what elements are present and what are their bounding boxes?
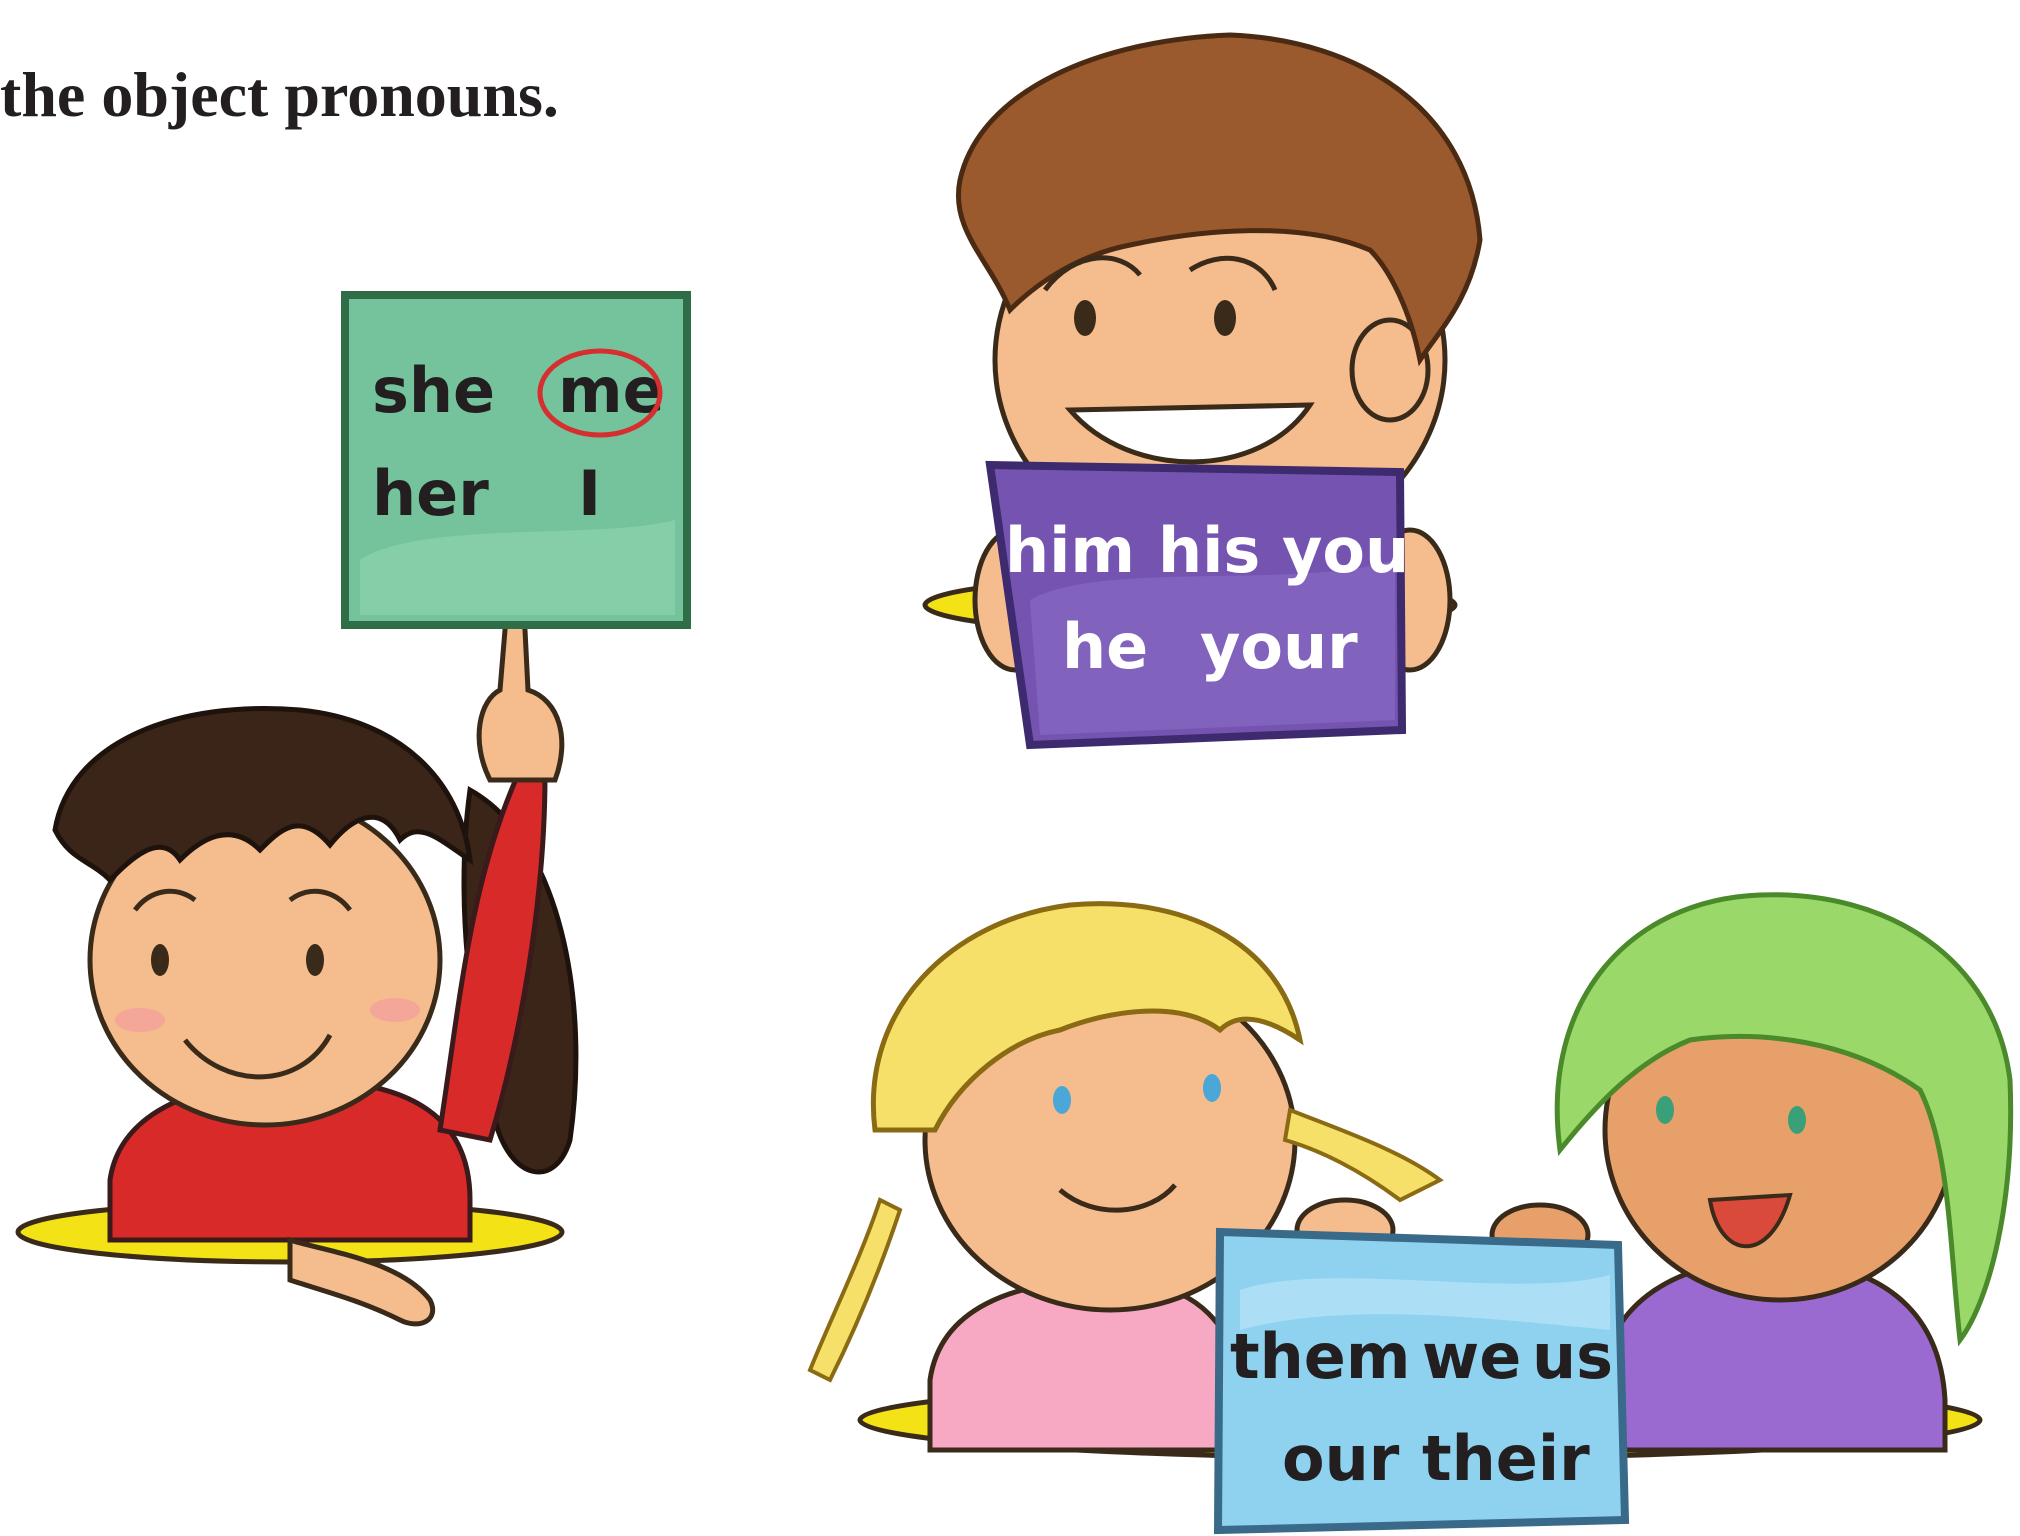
card-word-our: our (1282, 1422, 1400, 1495)
purple-pronoun-card (990, 465, 1409, 745)
instruction-text: the object pronouns. (0, 59, 559, 130)
card-word-you: you (1282, 514, 1410, 587)
card-word-her: her (372, 457, 489, 530)
green-pronoun-card (345, 295, 687, 625)
card-word-he: he (1062, 610, 1149, 683)
card-word-i: I (578, 457, 602, 530)
card-word-him: him (1005, 514, 1135, 587)
card-word-your: your (1200, 610, 1358, 683)
card-word-their: their (1422, 1422, 1590, 1495)
girl-raising-hand (18, 619, 576, 1324)
card-word-his: his (1158, 514, 1261, 587)
card-word-them: them (1230, 1320, 1411, 1393)
card-word-we: we (1422, 1320, 1522, 1393)
card-word-she: she (372, 354, 496, 427)
card-word-us: us (1532, 1320, 1614, 1393)
card-word-me: me (558, 354, 665, 427)
blue-pronoun-card (1218, 1232, 1625, 1530)
